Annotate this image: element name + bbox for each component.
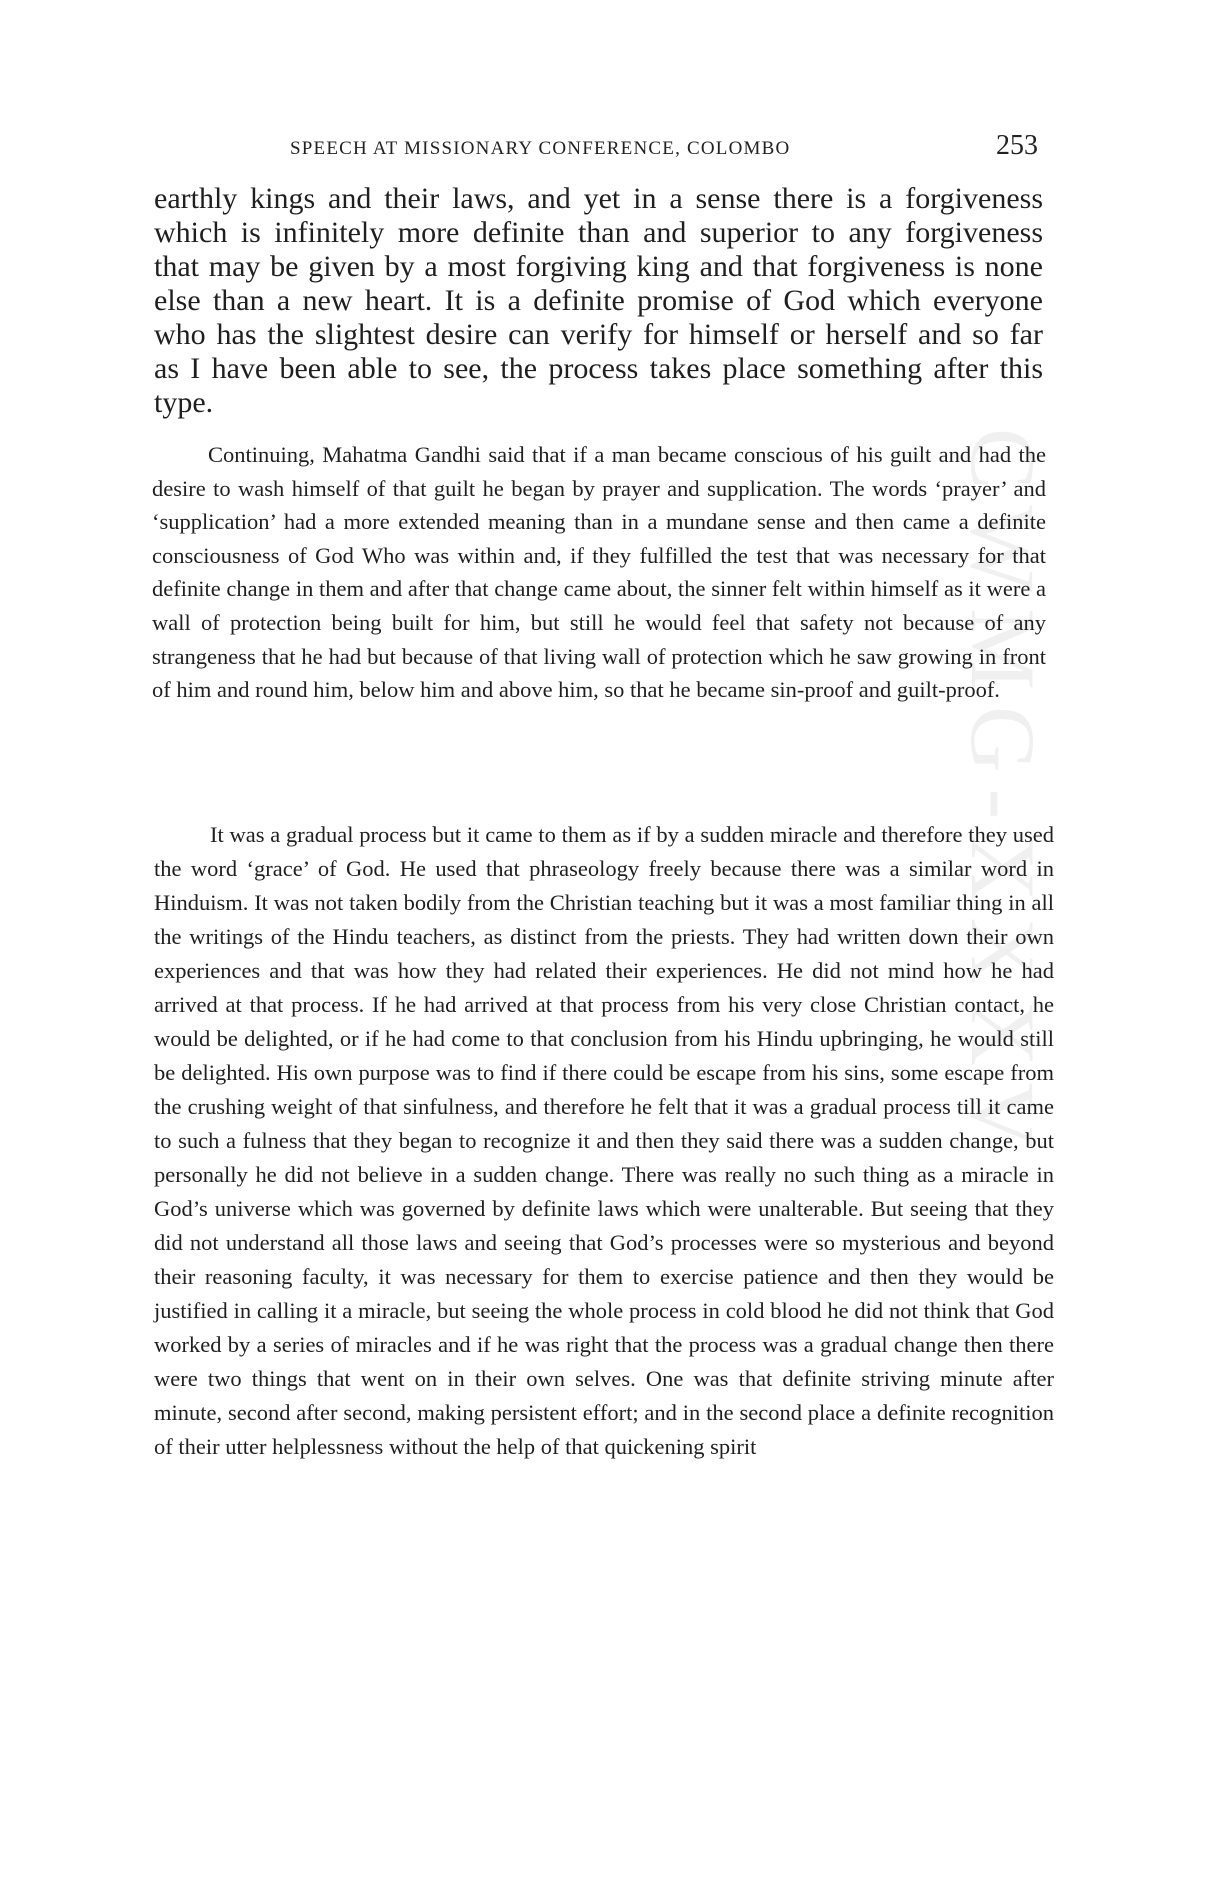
watermark: CWMG-XXXV (952, 428, 1054, 1165)
paragraph-quote-continuation: earthly kings and their laws, and yet in a sense there is a forgiveness which is infinitely more definite than and superior to any forgiveness that may be given by a most forgiving king and that forgiveness is none else than a new heart. It is a definite promise of God which everyone who has the slightest desire can verify for himself or herself and so far as I have been able to see, the process takes place something after this type. (154, 182, 1043, 419)
paragraph-continuing: Continuing, Mahatma Gandhi said that if a man became conscious of his guilt and had the desire to wash himself of that guilt he began by prayer and supplication. The words ‘prayer’ and ‘supplication’ had a more extended meaning than in a mundane sense and then came a definite consciousness of God Who was within and, if they fulfilled the test that was necessary for that definite change in them and after that change came about, the sinner felt within himself as it were a wall of protection being built for him, but still he would feel that safety not because of any strangeness that he had but because of that living wall of protection which he saw growing in front of him and round him, below him and above him, so that he became sin-proof and guilt-proof. (152, 442, 1046, 703)
running-head: SPEECH AT MISSIONARY CONFERENCE, COLOMBO (290, 138, 791, 159)
page-number: 253 (996, 130, 1038, 161)
paragraph-gradual-process: It was a gradual process but it came to them as if by a sudden miracle and therefore they used the word ‘grace’ of God. He used that phraseology freely because there was a similar word in Hinduism. It was not taken bodily from the Christian teaching but it was a most familiar thing in all the writings of the Hindu teachers, as distinct from the priests. They had written down their own experiences and that was how they had related their experiences. He did not mind how he had arrived at that process. If he had arrived at that process from his very close Christian contact, he would be delighted, or if he had come to that conclusion from his Hindu upbringing, he would still be delighted. His own purpose was to find if there could be escape from his sins, some escape from the crushing weight of that sinfulness, and therefore he felt that it was a gradual process till it came to such a fulness that they began to recognize it and then they said there was a sudden change, but personally he did not believe in a sudden change. There was really no such thing as a miracle in God’s universe which was governed by definite laws which were unalterable. But seeing that they did not understand all those laws and seeing that God’s processes were so mysterious and beyond their reasoning faculty, it was necessary for them to exercise patience and then they would be justified in calling it a miracle, but seeing the whole process in cold blood he did not think that God worked by a series of miracles and if he was right that the process was a gradual change then there were two things that went on in their own selves. One was that definite striving minute after minute, second after second, making persistent effort; and in the second place a definite recognition of their utter helplessness without the help of that quickening spirit (154, 822, 1054, 1459)
